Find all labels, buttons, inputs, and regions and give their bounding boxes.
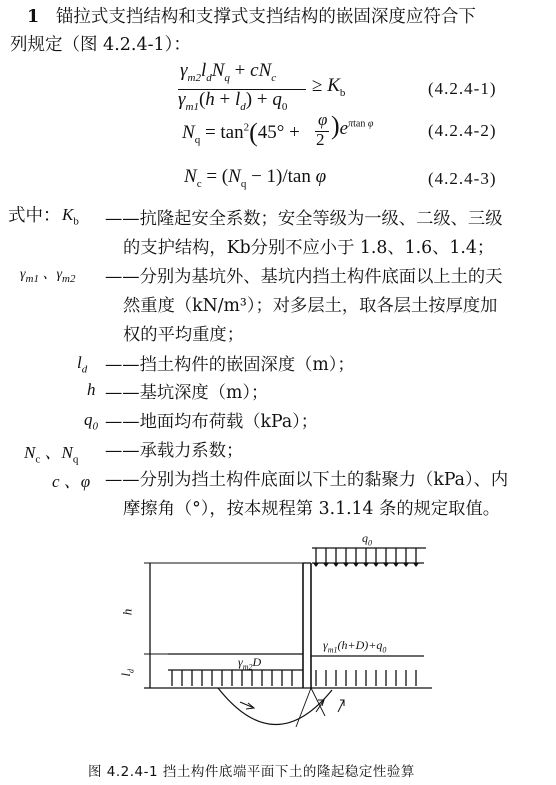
def-c-phi-line2: 摩擦角（°），按本规程第 3.1.14 条的规定取值。 (123, 499, 501, 519)
clause-line-2: 列规定（图 4.2.4-1）： (10, 35, 191, 55)
def-Kb-line1: ——抗隆起安全系数；安全等级为一级、二级、三级 (105, 209, 503, 229)
q0-load-arrows (312, 548, 424, 563)
eq3-body: $N_c = (N_q - 1)/\tan$ φ (184, 166, 327, 190)
eq1-number: (4.2.4-1) (428, 79, 497, 98)
symbol-Kb: $K_b$ (62, 205, 79, 228)
symbol-q0: $q_0$ (84, 410, 98, 433)
label-inside-weight: $\gamma_{m2}D$ (238, 655, 262, 672)
def-c-phi-line1: ——分别为挡土构件底面以下土的黏聚力（kPa）、内 (105, 470, 509, 490)
eq1-rhs: ≥ $K_b$ (312, 75, 346, 99)
eq1-denominator: $\gamma_{m1}(h + l_d) + q_0$ (178, 89, 288, 113)
figure-caption: 图 4.2.4-1 挡土构件底端平面下土的隆起稳定性验算 (88, 764, 415, 780)
symbol-gamma: $\gamma_{m1}$ 、$\gamma_{m2}$ (20, 267, 76, 285)
label-q0: $q_0$ (362, 531, 372, 548)
eq2-two: 2 (316, 130, 325, 149)
symbol-c-phi: c 、φ (52, 472, 91, 491)
def-Kb-line2: 的支护结构，Kb分别不应小于 1.8、1.6、1.4； (123, 238, 495, 258)
label-h: h (119, 608, 135, 616)
symbol-ld: $l_d$ (77, 353, 88, 376)
eq2-phi: φ (318, 110, 328, 129)
def-N: ——承载力系数； (105, 441, 244, 461)
clause-text-1: 锚拉式支挡结构和支撑式支挡结构的嵌固深度应符合下 (55, 7, 476, 27)
label-outside-weight: $\gamma_{m1}(h+D)+q_0$ (323, 638, 387, 655)
def-h: ——基坑深度（m）； (105, 383, 269, 403)
eq2-body: $N_q = \tan^2(45^\circ$ + (182, 118, 300, 147)
def-q0: ——地面均布荷载（kPa）； (105, 412, 319, 432)
eq2-tail: )$e^{\pi tan}$ $^\varphi$ (331, 111, 374, 140)
def-gamma-line1: ——分别为基坑外、基坑内挡土构件底面以上土的天 (105, 267, 503, 287)
where-label: 式中： (8, 206, 61, 226)
def-ld: ——挡土构件的嵌固深度（m）； (105, 355, 355, 375)
symbol-h: h (87, 380, 96, 399)
def-gamma-line3: 权的平均重度； (123, 325, 244, 345)
eq3-number: (4.2.4-3) (428, 169, 497, 188)
label-ld: $l_d$ (118, 668, 136, 677)
symbol-N: $N_c$ 、$N_q$ (24, 443, 79, 466)
def-gamma-line2: 然重度（kN/m³）；对多层土，取各层土按厚度加 (123, 296, 498, 316)
clause-number: 1 (27, 7, 40, 27)
eq2-number: (4.2.4-2) (428, 121, 497, 140)
eq1-numerator: $\gamma_{m2}l_dN_q + cN_c$ (180, 60, 277, 84)
